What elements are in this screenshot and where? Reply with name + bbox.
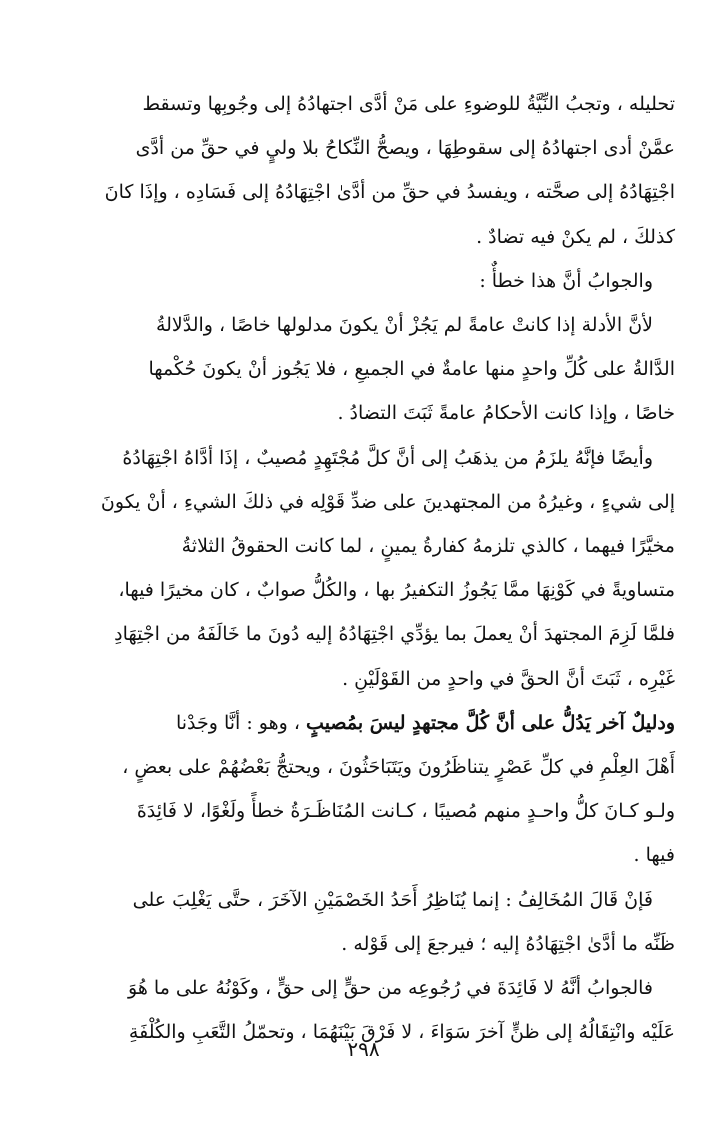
text-line: ولـو كـانَ كلُّ واحـدٍ منهم مُصيبًا ، كـانت المُنَاظَـرَةُ خطأً ولَغْوًا، لا فَائِدَةَ [136,800,675,823]
text-line: لأنَّ الأدلة إذا كانتْ عامةً لم يَجُزْ أنْ يكونَ مدلولها خاصًا ، والدَّلالةُ [155,314,653,337]
paragraph-2 [68,259,675,303]
text-line: غَيْرِه ، ثَبَتَ أنَّ الحقَّ في واحدٍ من القَوْلَيْنِ . [342,667,675,690]
page-number: ٢٩٨ [347,1037,380,1061]
text-line: تحليله ، وتجبُ النِّيَّةُ للوضوءِ على مَنْ أدَّى اجتهادُهُ إلى وجُوبِها وتسقط [142,93,675,115]
text-line: ، وهو : أنَّا وجَدْنا [175,711,307,734]
text-line: إلى شيءٍ ، وغيرُهُ من المجتهدينَ على ضدِّ قَوْلِه في ذلكَ الشيءِ ، أنْ يكونَ [100,490,675,513]
text-line: كذلكَ ، لم يكنْ فيه تضادٌ . [476,225,675,248]
paragraph-3 [68,303,675,436]
text-line: الدَّالةُ على كُلِّ واحدٍ منها عامةٌ في الجميعِ ، فلا يَجُوز أنْ يكونَ حُكْمها [148,358,675,381]
text-line: فَإنْ قَالَ المُخَالِفُ : إنما يُنَاظِرُ أَحَدُ الخَصْمَيْنِ الآخَرَ ، حتَّى يَغْلِبَ على [132,888,653,911]
bold-heading-phrase: ودليلٌ آخر يَدُلُّ على أنَّ كُلَّ مجتهدٍ ليسَ بمُصيبٍ [306,711,675,734]
text-line: فيها . [633,844,675,867]
text-line: أَهْلَ العِلْمِ في كلِّ عَصْرٍ يتناظَرُونَ ويَتَبَاحَثُونَ ، ويحتجُّ بَعْضُهُمْ على بعضٍ ، [122,756,675,779]
text-line: عمَّنْ أدى اجتهادُهُ إلى سقوطِهَا ، ويصحُّ النِّكاحُ بلا وليٍ في حقِّ من أدَّى [135,137,675,160]
text-line: فالجوابُ أنَّهُ لا فَائِدَةَ في رُجُوعِه من حقٍّ إلى حقٍّ ، وكَوْنُهُ على ما هُوَ [128,977,653,1000]
text-line: خاصًا ، وإذا كانت الأحكامُ عامةً ثَبَتَ التضادُ . [337,402,675,425]
paragraph-5 [68,701,675,878]
paragraph-6 [68,878,675,966]
text-line: وأيضًا فإنَّهُ يلزَمُ من يذهَبُ إلى أنَّ كلَّ مُجْتَهِدٍ مُصيبٌ ، إذَا أدَّاهُ اجْتِهَادُهُ [122,446,653,469]
text-line: متساويةً في كَوْنِهَا ممَّا يَجُوزُ التكفيرُ بها ، والكُلُّ صوابٌ ، كان مخيرًا فيها، [118,579,675,602]
text-line: عَلَيْه وانْتِقَالُهُ إلى ظنٍّ آخرَ سَوَاءَ ، لا فَرْقَ بَيْنَهُمَا ، وتحمّلُ التَّعَبِ والكُلْفَةِ [128,1021,675,1044]
paragraph-4 [68,436,675,701]
text-line: اجْتِهَادُهُ إلى صحَّته ، ويفسدُ في حقِّ من أدَّىٰ اجْتِهَادُهُ إلى فَسَادِه ، وإذَا كانَ [104,181,675,204]
text-line: فلمَّا لَزِمَ المجتهدَ أنْ يعملَ بما يؤدِّي اجْتِهَادُهُ إليه دُونَ ما خَالَفَهُ من اجْتِهَادِ [114,623,675,646]
page-body-text [68,82,675,1054]
paragraph-1 [68,82,675,259]
text-line: والجوابُ أنَّ هذا خطأٌ : [479,269,653,292]
text-line: ظَنِّه ما أدَّىٰ اجْتِهَادُهُ إليه ؛ فيرجعَ إلى قَوْله . [341,932,675,955]
text-line: مخيَّرًا فيهما ، كالذي تلزمهُ كفارةُ يمينٍ ، لما كانت الحقوقُ الثلاثةُ [181,535,675,558]
